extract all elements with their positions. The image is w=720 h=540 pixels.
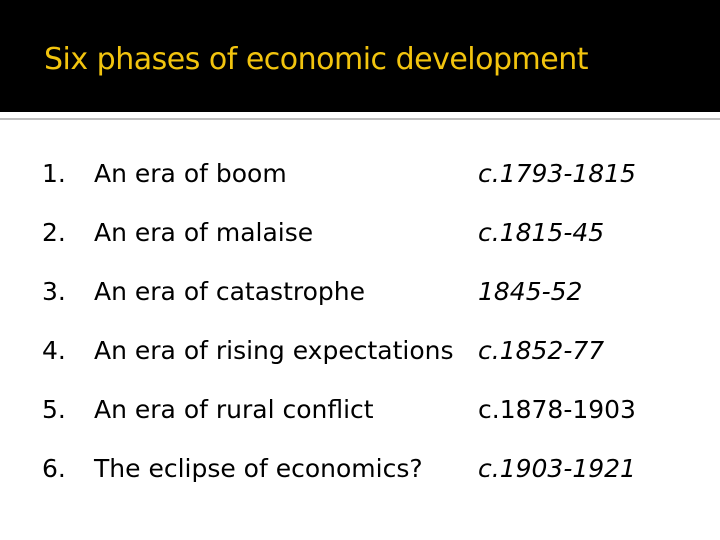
phase-date: c.1793-1815: [478, 159, 636, 188]
title-bar: [0, 0, 720, 112]
phase-date: c.1878-1903: [478, 395, 636, 424]
phase-label: An era of rural conflict: [94, 395, 374, 424]
phase-row-3: [42, 268, 702, 327]
phase-label: The eclipse of economics?: [94, 454, 423, 483]
phase-row-2: [42, 209, 702, 268]
phase-label: An era of catastrophe: [94, 277, 365, 306]
phase-row-1: [42, 150, 702, 209]
phase-row-5: [42, 386, 702, 445]
phase-label: An era of boom: [94, 159, 287, 188]
phase-number: 4.: [42, 336, 66, 365]
phase-row-4: [42, 327, 702, 386]
phase-date: c.1852-77: [478, 336, 605, 365]
phase-number: 2.: [42, 218, 66, 247]
slide-title: Six phases of economic development: [44, 42, 588, 77]
title-divider: [0, 118, 720, 120]
phase-label: An era of malaise: [94, 218, 314, 247]
phase-date: c.1903-1921: [478, 454, 636, 483]
phase-date: 1845-52: [478, 277, 583, 306]
phase-number: 1.: [42, 159, 66, 188]
phase-number: 3.: [42, 277, 66, 306]
phase-number: 6.: [42, 454, 66, 483]
phase-number: 5.: [42, 395, 66, 424]
phase-list: [42, 150, 702, 504]
phase-row-6: [42, 445, 702, 504]
phase-label: An era of rising expectations: [94, 336, 454, 365]
phase-date: c.1815-45: [478, 218, 605, 247]
